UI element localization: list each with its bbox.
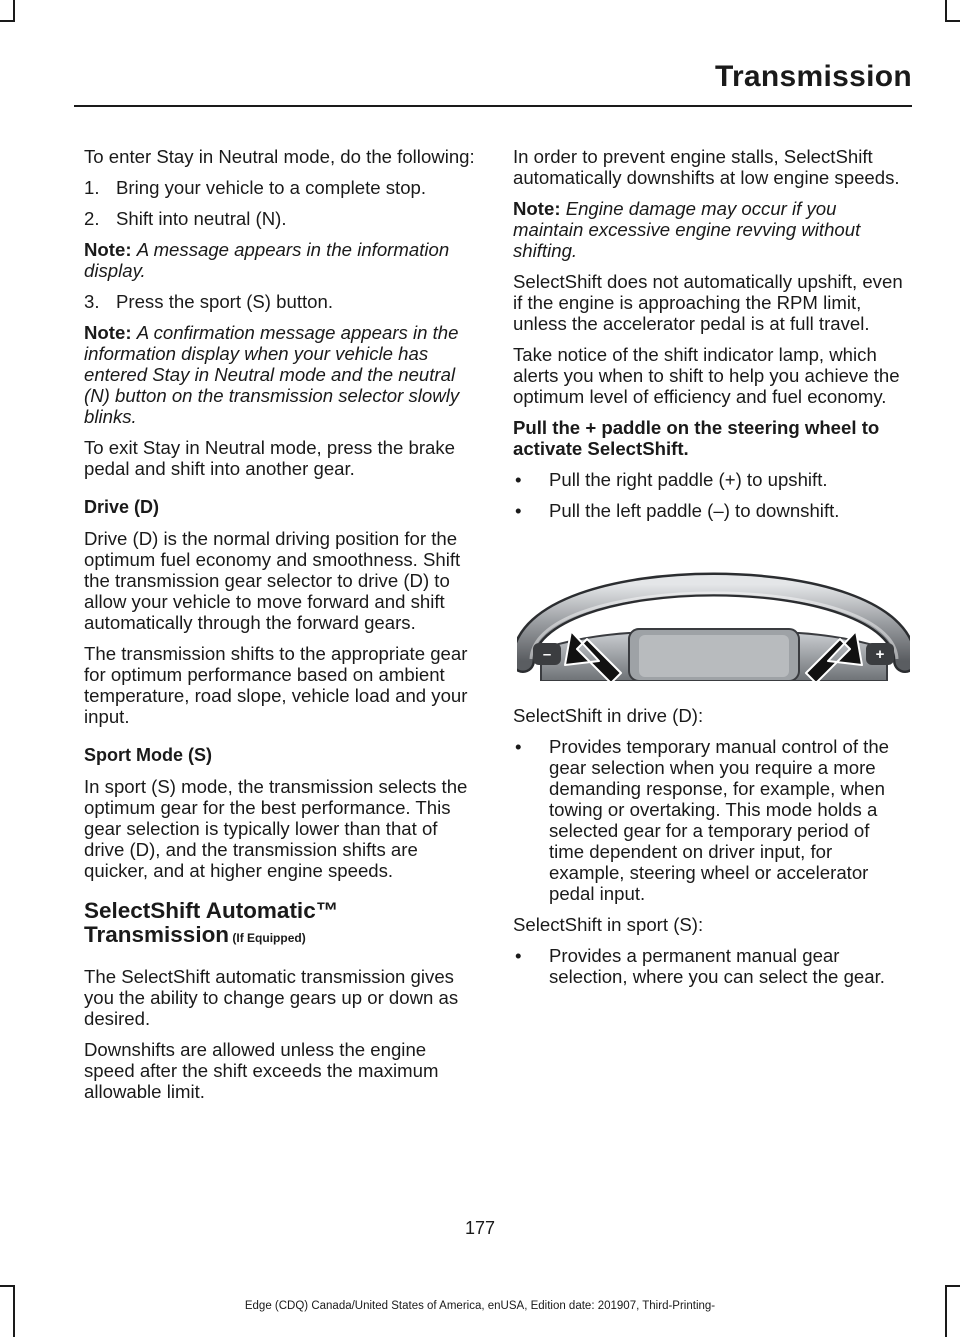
note-text: A confirmation message appears in the information display when your vehicle has entered Stay in Neutral mode and the neutral (N) button on the transmission selector slowly blinks. (84, 322, 460, 427)
step-text: Shift into neutral (N). (116, 208, 287, 229)
bullet-dot: • (515, 736, 522, 757)
list-item-text: Provides a permanent manual gear selection, where you can select the gear. (549, 945, 885, 987)
bullet-dot: • (515, 945, 522, 966)
note (84, 239, 477, 281)
note-label: Note: (84, 322, 132, 343)
selectshift-sport-label: SelectShift in sport (S): (513, 914, 704, 935)
page-title: Transmission (714, 60, 912, 93)
section-heading-drive: Drive (D) (84, 497, 160, 517)
shift-lamp-paragraph: Take notice of the shift indicator lamp, which alerts you when to shift to help you achieve the optimum level of efficiency and fuel economy. (513, 344, 900, 407)
drive-paragraph: Drive (D) is the normal driving position for the optimum fuel economy and smoothness. Shift the transmission gear selector to drive (D) to allow your vehicle to move forward and shift automatically through the forward gears. (84, 528, 461, 633)
selectshift-paragraph: The SelectShift automatic transmission gives you the ability to change gears up or down as desired. (84, 966, 459, 1029)
page-number: 177 (464, 1218, 496, 1238)
stay-in-neutral-intro: To enter Stay in Neutral mode, do the following: (84, 146, 475, 167)
crop-mark (13, 0, 15, 22)
header-divider (74, 105, 912, 107)
crop-mark (945, 1285, 960, 1287)
note-text: A message appears in the information display. (84, 239, 450, 281)
bullet-dot: • (515, 500, 522, 521)
list-item (513, 469, 908, 490)
minus-label: – (542, 646, 552, 663)
upshift-paragraph: SelectShift does not automatically upshift, even if the engine is approaching the RPM limit, unless the accelerator pedal is at full travel. (513, 271, 903, 334)
crop-mark (0, 1285, 15, 1287)
downshift-paragraph: In order to prevent engine stalls, SelectShift automatically downshifts at low engine speeds. (513, 146, 900, 188)
steering-wheel-illustration (517, 531, 910, 681)
list-item-text: Pull the left paddle (–) to downshift. (549, 500, 840, 521)
sport-paragraph: In sport (S) mode, the transmission selects the optimum gear for the best performance. This gear selection is typically lower than that of drive (D), and the transmission shifts are quicker, and at higher engine speeds. (84, 776, 468, 881)
right-paddle (866, 643, 894, 665)
left-column (84, 146, 477, 1112)
crop-mark (945, 20, 960, 22)
heading-suffix: (If Equipped) (229, 931, 306, 945)
note (84, 322, 477, 427)
list-item (513, 945, 908, 987)
note-text: Engine damage may occur if you maintain excessive engine revving without shifting. (513, 198, 861, 261)
step-number: 1. (84, 177, 100, 198)
footer-edition: Edge (CDQ) Canada/United States of America, enUSA, Edition date: 201907, Third-Printing- (244, 1300, 716, 1312)
plus-label: + (875, 646, 885, 663)
step-text: Press the sport (S) button. (116, 291, 334, 312)
section-heading-sport: Sport Mode (S) (84, 745, 212, 765)
step-number: 2. (84, 208, 100, 229)
numbered-step (84, 208, 477, 229)
right-column (513, 146, 908, 997)
section-heading-selectshift (84, 899, 477, 950)
note-label: Note: (84, 239, 132, 260)
activate-instruction: Pull the + paddle on the steering wheel to activate SelectShift. (513, 417, 880, 459)
left-paddle (533, 643, 561, 665)
step-number: 3. (84, 291, 100, 312)
selectshift-drive-label: SelectShift in drive (D): (513, 705, 704, 726)
exit-instruction: To exit Stay in Neutral mode, press the brake pedal and shift into another gear. (84, 437, 456, 479)
heading-text: SelectShift Automatic™ Transmission (84, 898, 339, 947)
list-item-text: Pull the right paddle (+) to upshift. (549, 469, 828, 490)
numbered-step (84, 291, 477, 312)
note (513, 198, 908, 261)
note-label: Note: (513, 198, 561, 219)
step-text: Bring your vehicle to a complete stop. (116, 177, 427, 198)
numbered-step (84, 177, 477, 198)
crop-mark (0, 20, 15, 22)
list-item (513, 500, 908, 521)
crop-mark (945, 0, 947, 22)
drive-paragraph: The transmission shifts to the appropriate gear for optimum performance based on ambient temperature, road slope, vehicle load and your input. (84, 643, 468, 727)
list-item (513, 736, 908, 904)
list-item-text: Provides temporary manual control of the gear selection when you require a more demanding response, for example, when towing or overtaking. This mode holds a selected gear for a temporary period of time dependent on driver input, for example, steering wheel or accelerator pedal input. (549, 736, 890, 904)
bullet-dot: • (515, 469, 522, 490)
steering-wheel-figure (517, 531, 910, 681)
selectshift-paragraph: Downshifts are allowed unless the engine speed after the shift exceeds the maximum allowable limit. (84, 1039, 439, 1102)
